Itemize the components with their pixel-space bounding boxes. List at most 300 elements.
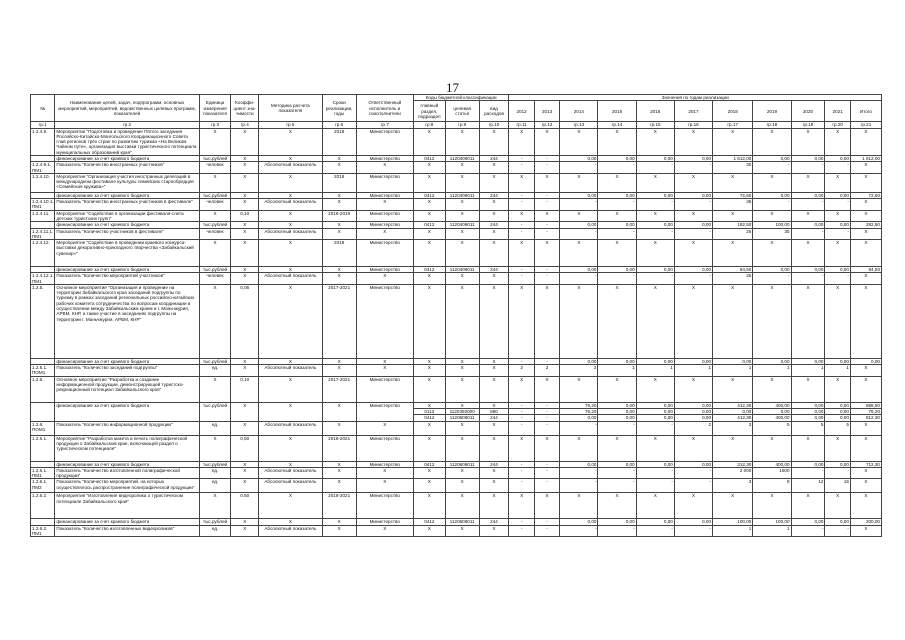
- cell: X: [674, 435, 712, 461]
- cell: X: [479, 128, 509, 155]
- cell: -: [598, 421, 636, 435]
- cell: X: [850, 210, 881, 222]
- cell-no: 1.2.6.: [31, 376, 55, 402]
- table-row: [31, 479, 882, 493]
- cell: X: [413, 435, 445, 461]
- cell: X: [791, 173, 825, 192]
- cell: 0,00: [713, 358, 753, 364]
- cell: X: [479, 493, 509, 519]
- cell: -: [509, 519, 534, 525]
- cell: 5: [753, 421, 791, 435]
- cell: 244: [479, 267, 509, 273]
- cell: -: [791, 467, 825, 479]
- cell: 25: [713, 228, 753, 240]
- cell: X: [509, 376, 534, 402]
- cell: 0,00: [791, 415, 825, 421]
- cell: X: [509, 493, 534, 519]
- cell: X: [791, 284, 825, 358]
- cell: X: [322, 155, 356, 161]
- cell: X: [322, 519, 356, 525]
- cell: 2018: [322, 173, 356, 192]
- cell: 1120609011: [445, 461, 479, 467]
- header-total: Итого: [850, 101, 881, 122]
- cell: X: [560, 493, 598, 519]
- cell: 0412: [413, 192, 445, 198]
- cell: 84,50: [850, 267, 881, 273]
- cell: X: [259, 192, 323, 198]
- cell: 0,00: [791, 409, 825, 415]
- cell: X: [753, 128, 791, 155]
- cell: X: [445, 467, 479, 479]
- cell: X: [509, 240, 534, 267]
- cell: X: [322, 267, 356, 273]
- cell: X: [231, 155, 259, 161]
- cell: X: [231, 525, 259, 537]
- cell: X: [259, 284, 323, 358]
- cell: 0,00: [791, 155, 825, 161]
- header-code-main: главный раздел, подраздел: [413, 101, 445, 122]
- cell: 400,00: [753, 461, 791, 467]
- cell: X: [259, 519, 323, 525]
- cell: X: [713, 435, 753, 461]
- cell: X: [322, 192, 356, 198]
- colnum: гр.5: [259, 122, 323, 128]
- header-method: Методика расчета показателя: [259, 95, 323, 122]
- table-row: [31, 365, 882, 377]
- cell: -: [534, 267, 559, 273]
- cell-name: финансирование за счет краевого бюджета: [55, 402, 199, 421]
- cell: -: [674, 199, 712, 211]
- cell: X: [322, 228, 356, 240]
- cell: X: [636, 128, 674, 155]
- table-row: [31, 435, 882, 461]
- cell: 200,00: [850, 519, 881, 525]
- cell: -: [636, 421, 674, 435]
- cell: X: [356, 358, 413, 364]
- cell: X: [598, 376, 636, 402]
- cell: -: [534, 467, 559, 479]
- cell: X: [753, 240, 791, 267]
- cell: 244: [479, 461, 509, 467]
- cell: X: [534, 240, 559, 267]
- cell: X: [509, 173, 534, 192]
- cell: 15: [825, 479, 850, 493]
- cell: 8: [753, 479, 791, 493]
- cell: X: [713, 173, 753, 192]
- header-year: 2016: [636, 101, 674, 122]
- cell: -: [560, 228, 598, 240]
- cell: -: [509, 192, 534, 198]
- cell: 2: [560, 365, 598, 377]
- cell: 1: [598, 365, 636, 377]
- cell: 0,00: [598, 155, 636, 161]
- cell: 0,00: [825, 358, 850, 364]
- cell: X: [479, 173, 509, 192]
- cell: X: [445, 493, 479, 519]
- cell: X: [560, 210, 598, 222]
- cell: X: [231, 358, 259, 364]
- cell: 0412: [413, 267, 445, 273]
- cell: X: [479, 199, 509, 211]
- cell: X: [479, 402, 509, 408]
- cell: 888,50: [850, 402, 881, 408]
- cell: 72,60: [713, 192, 753, 198]
- cell: 0,00: [791, 222, 825, 228]
- cell-unit: тыс.рублей: [199, 402, 231, 421]
- cell: -: [534, 273, 559, 285]
- cell: 0,00: [560, 267, 598, 273]
- cell: -: [509, 402, 534, 408]
- cell: 2018: [322, 128, 356, 155]
- cell: 1120409011: [445, 267, 479, 273]
- table-row: [31, 273, 882, 285]
- cell: X: [479, 435, 509, 461]
- cell: 0,00: [674, 192, 712, 198]
- cell: -: [791, 273, 825, 285]
- cell: 12: [791, 479, 825, 493]
- cell: X: [356, 467, 413, 479]
- cell: X: [413, 240, 445, 267]
- cell: X: [413, 421, 445, 435]
- cell: X: [534, 173, 559, 192]
- cell-no: [31, 402, 55, 421]
- cell: человек: [199, 199, 231, 211]
- cell: Министерство: [356, 240, 413, 267]
- cell: X: [825, 284, 850, 358]
- cell: Министерство: [356, 173, 413, 192]
- cell-name: финансирование за счет краевого бюджета: [55, 519, 199, 525]
- cell: 1: [713, 525, 753, 537]
- cell: X: [322, 273, 356, 285]
- colnum: гр.15: [636, 122, 674, 128]
- cell: -: [598, 273, 636, 285]
- cell: X: [259, 461, 323, 467]
- cell-no: 1.2.6.1. ПМ2: [31, 479, 55, 493]
- cell: -: [791, 228, 825, 240]
- colnum: гр.12: [534, 122, 559, 128]
- cell: X: [445, 365, 479, 377]
- table-body: [31, 128, 882, 402]
- cell: человек: [199, 162, 231, 174]
- cell: X: [850, 525, 881, 537]
- cell: X: [850, 421, 881, 435]
- cell: 0,00: [636, 267, 674, 273]
- cell: X: [509, 284, 534, 358]
- cell: X: [753, 376, 791, 402]
- cell: X: [534, 284, 559, 358]
- cell: Абсолютный показатель: [259, 365, 323, 377]
- cell: Министерство: [356, 192, 413, 198]
- cell: X: [322, 162, 356, 174]
- cell-name: финансирование за счет краевого бюджета: [55, 461, 199, 467]
- cell: 0,10: [231, 210, 259, 222]
- cell: -: [825, 525, 850, 537]
- cell: X: [560, 128, 598, 155]
- colnum: гр.8: [413, 122, 445, 128]
- header-year: 2017: [674, 101, 712, 122]
- cell: X: [231, 365, 259, 377]
- header-year: 2014: [560, 101, 598, 122]
- cell: -: [509, 199, 534, 211]
- cell: X: [825, 493, 850, 519]
- cell: 0,05: [231, 284, 259, 358]
- cell: X: [598, 240, 636, 267]
- cell: X: [356, 365, 413, 377]
- cell-name: Мероприятие "Организация участия иностранных делегаций в международном фестивале культуры семейских старообрядцев «Семейская кружава»": [55, 173, 199, 192]
- cell: X: [753, 173, 791, 192]
- cell: 100,00: [753, 222, 791, 228]
- cell-no: 1.2.6.1. ПМ1: [31, 467, 55, 479]
- cell: -: [509, 415, 534, 421]
- cell: X: [598, 284, 636, 358]
- cell: Министерство: [356, 210, 413, 222]
- header-term: Сроки реализации, годы: [322, 95, 356, 122]
- cell: 244: [479, 155, 509, 161]
- cell: 1120409011: [445, 222, 479, 228]
- cell: X: [231, 421, 259, 435]
- cell: X: [598, 173, 636, 192]
- cell: 3: [713, 421, 753, 435]
- colnum: гр.17: [713, 122, 753, 128]
- cell: -: [534, 479, 559, 493]
- cell: 0,00: [636, 461, 674, 467]
- cell-no: 1.2.4.9.: [31, 128, 55, 155]
- cell-name: Показатель "Количество заседаний подгруппы": [55, 365, 199, 377]
- cell: X: [636, 173, 674, 192]
- cell: X: [479, 240, 509, 267]
- cell: Министерство: [356, 493, 413, 519]
- cell: 0,50: [231, 435, 259, 461]
- cell: 0,00: [791, 461, 825, 467]
- cell: -: [825, 467, 850, 479]
- cell: -: [560, 199, 598, 211]
- cell: X: [479, 162, 509, 174]
- cell: -: [674, 479, 712, 493]
- table-row: [31, 240, 882, 267]
- cell-name: финансирование за счет краевого бюджета: [55, 192, 199, 198]
- cell: 0,00: [598, 358, 636, 364]
- cell: 0,00: [753, 155, 791, 161]
- cell: X: [850, 128, 881, 155]
- cell: 0,00: [674, 267, 712, 273]
- cell: 0,00: [791, 267, 825, 273]
- cell: 76,20: [560, 402, 598, 408]
- cell-name: Мероприятие "Подготовка и проведение Пятого заседания Российско-Китайско-Монгольского Координационного Совета глав регионов трёх стран по развитию туризма «На Великом Чайном пути», организация выставки туристического потенциала муниципальных образований края": [55, 128, 199, 155]
- cell: X: [674, 210, 712, 222]
- cell-name: Показатель "Количество мероприятий, на которых осуществлялось распространение полиграфической продукции": [55, 479, 199, 493]
- cell: X: [322, 467, 356, 479]
- cell: X: [598, 435, 636, 461]
- cell: X: [259, 173, 323, 192]
- cell: 1120392000: [445, 409, 479, 415]
- cell: X: [199, 128, 231, 155]
- cell: X: [753, 284, 791, 358]
- cell: -: [674, 162, 712, 174]
- cell: X: [598, 128, 636, 155]
- cell: X: [259, 358, 323, 364]
- colnum: гр.10: [479, 122, 509, 128]
- cell: 2: [509, 365, 534, 377]
- cell: X: [356, 421, 413, 435]
- cell: X: [850, 162, 881, 174]
- cell: -: [636, 228, 674, 240]
- cell: 0,00: [825, 409, 850, 415]
- cell: 0,00: [791, 519, 825, 525]
- cell: -: [509, 421, 534, 435]
- cell: X: [413, 402, 445, 408]
- cell: X: [534, 376, 559, 402]
- cell: X: [445, 421, 479, 435]
- cell: X: [356, 228, 413, 240]
- cell: 2: [674, 421, 712, 435]
- cell: X: [199, 284, 231, 358]
- cell: -: [560, 273, 598, 285]
- cell: Министерство: [356, 519, 413, 525]
- cell: X: [791, 240, 825, 267]
- cell: X: [413, 228, 445, 240]
- cell: X: [231, 267, 259, 273]
- cell: X: [674, 240, 712, 267]
- cell: X: [259, 222, 323, 228]
- cell: Министерство: [356, 284, 413, 358]
- cell: X: [199, 435, 231, 461]
- cell: X: [199, 210, 231, 222]
- cell: -: [674, 273, 712, 285]
- cell: X: [445, 435, 479, 461]
- cell: 880: [479, 409, 509, 415]
- cell: X: [534, 493, 559, 519]
- cell: тыс.рублей: [199, 192, 231, 198]
- cell: 0,00: [598, 461, 636, 467]
- cell: X: [413, 210, 445, 222]
- cell: X: [259, 267, 323, 273]
- cell: X: [231, 222, 259, 228]
- colnum: гр.18: [753, 122, 791, 128]
- cell: 244: [479, 415, 509, 421]
- cell: X: [479, 358, 509, 364]
- cell: 2017-2021: [322, 284, 356, 358]
- cell: X: [413, 162, 445, 174]
- cell: Министерство: [356, 267, 413, 273]
- cell: 3: [713, 479, 753, 493]
- cell: 0,00: [560, 192, 598, 198]
- cell: X: [413, 365, 445, 377]
- table-row: [31, 376, 882, 402]
- cell: 412,30: [713, 402, 753, 408]
- cell: -: [509, 273, 534, 285]
- cell: X: [850, 467, 881, 479]
- cell: X: [322, 479, 356, 493]
- cell-name: Основное мероприятие "Организация и проведение на территории Забайкальского края заседаний подгруппы по туризму в рамках заседаний региональных российско-китайских рабочих комитета сотрудничества по вопросам координации в осуществлении между Забайкальским краем и г. Маньчжурия, АРВМ, КНР, а также участие в заседаниях подгруппы на территории г. Маньчжурия, АРВМ, КНР": [55, 284, 199, 358]
- cell: X: [413, 467, 445, 479]
- cell: X: [636, 210, 674, 222]
- header-exec: Ответственный исполнитель и соисполнители: [356, 95, 413, 122]
- cell: X: [479, 273, 509, 285]
- header-name: Наименование целей, задач, подпрограмм, основных мероприятий, мероприятий, ведомственных целевых программ, показателей: [55, 95, 199, 122]
- cell: 25: [713, 273, 753, 285]
- cell: X: [231, 519, 259, 525]
- cell: 72,60: [850, 192, 881, 198]
- cell: X: [825, 210, 850, 222]
- colnum: гр.11: [509, 122, 534, 128]
- cell: X: [479, 210, 509, 222]
- colnum: гр.7: [356, 122, 413, 128]
- cell-name: финансирование за счет краевого бюджета: [55, 222, 199, 228]
- cell: X: [479, 467, 509, 479]
- cell: 2 000: [713, 467, 753, 479]
- colnum: гр.4: [231, 122, 259, 128]
- cell: 244: [479, 192, 509, 198]
- cell: Абсолютный показатель: [259, 199, 323, 211]
- table-row: [31, 162, 882, 174]
- cell: X: [356, 162, 413, 174]
- cell: -: [509, 409, 534, 415]
- cell: X: [413, 199, 445, 211]
- cell: 2018: [322, 240, 356, 267]
- cell: X: [825, 240, 850, 267]
- cell: 100,00: [713, 519, 753, 525]
- cell-no: 1.2.4.9.1. ПМ1: [31, 162, 55, 174]
- header-code-type: вид расходов: [479, 101, 509, 122]
- cell: X: [753, 493, 791, 519]
- cell: 36: [713, 199, 753, 211]
- cell: X: [560, 435, 598, 461]
- cell: -: [560, 467, 598, 479]
- cell: 812,30: [850, 415, 881, 421]
- cell: X: [674, 128, 712, 155]
- cell: -: [598, 479, 636, 493]
- cell: 1120609011: [445, 519, 479, 525]
- cell: X: [791, 435, 825, 461]
- cell-name: Мероприятие "Разработка макета и печать полиграфической продукции о Забайкальском крае, включающей раздел о туристическом потенциале": [55, 435, 199, 461]
- page-number: 17: [446, 80, 459, 95]
- cell: -: [636, 479, 674, 493]
- cell: X: [199, 376, 231, 402]
- cell: X: [199, 173, 231, 192]
- cell: 0,00: [636, 358, 674, 364]
- cell: X: [479, 228, 509, 240]
- cell: тыс.рублей: [199, 155, 231, 161]
- table-row: [31, 173, 882, 192]
- cell-name: Показатель "Количество иностранных участников": [55, 162, 199, 174]
- header-year: 2020: [791, 101, 825, 122]
- cell-exec: Министерство: [356, 402, 413, 421]
- cell-name: Показатель "Количество изготовленных видеороликов": [55, 525, 199, 537]
- cell: тыс.рублей: [199, 358, 231, 364]
- cell: 0,00: [825, 519, 850, 525]
- cell: -: [509, 479, 534, 493]
- cell: 412,30: [713, 415, 753, 421]
- cell: Министерство: [356, 128, 413, 155]
- cell: X: [322, 525, 356, 537]
- cell-term: X: [322, 402, 356, 421]
- cell: 0,00: [825, 192, 850, 198]
- cell-method: X: [259, 402, 323, 421]
- cell: X: [322, 461, 356, 467]
- cell: X: [636, 284, 674, 358]
- cell: -: [509, 267, 534, 273]
- cell-name: Основное мероприятие "Разработка и создание информационной продукции, демонстрирующей туристско-рекреационный потенциал Забайкальского края": [55, 376, 199, 402]
- cell: X: [445, 358, 479, 364]
- cell-no: 1.2.4.11.: [31, 210, 55, 222]
- colnum: гр.9: [445, 122, 479, 128]
- cell: Министерство: [356, 461, 413, 467]
- cell: 84,50: [713, 267, 753, 273]
- cell: X: [791, 493, 825, 519]
- cell: X: [636, 435, 674, 461]
- cell: 312,30: [713, 461, 753, 467]
- header-code-article: целевая статья: [445, 101, 479, 122]
